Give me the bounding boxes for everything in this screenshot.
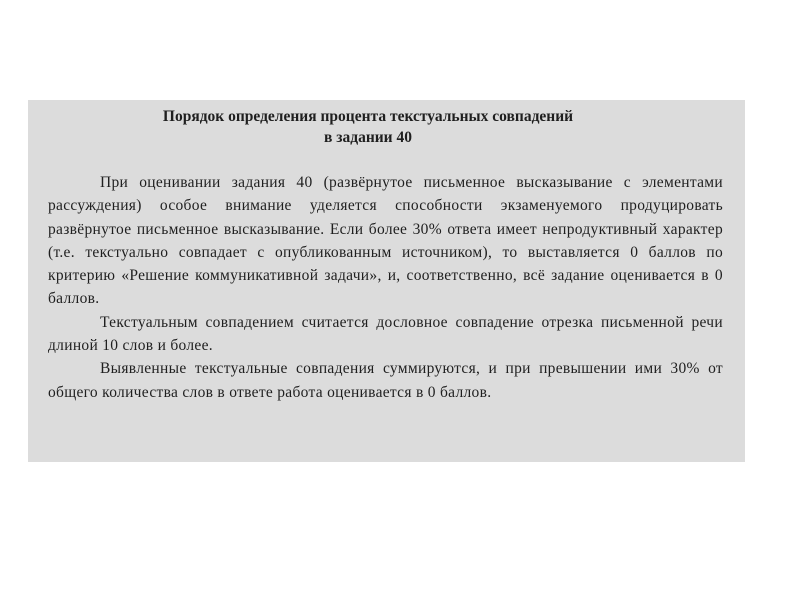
title-line-1: Порядок определения процента текстуальных совпадений xyxy=(162,108,574,125)
document-title xyxy=(48,106,723,148)
paragraph-summation-rule: Выявленные текстуальные совпадения суммируются, и при превышении ими 30% от общего количества слов в ответе работа оценивается в 0 баллов. xyxy=(48,360,723,401)
document-body xyxy=(48,171,723,404)
paragraph-match-definition: Текстуальным совпадением считается дословное совпадение отрезка письменной речи длиной 10 слов и более. xyxy=(48,313,723,355)
title-line-2: в задании 40 xyxy=(324,129,412,146)
paragraph-grading-rules: При оценивании задания 40 (развёрнутое письменное высказывание с элементами рассуждения) особое внимание уделяется способности экзаменуемого продуцировать развёрнутое письменное высказывание. Если более 30% ответа имеет непродуктивный характер (т.е. текстуально совпадает с опубликованным источником), то выставляется 0 баллов по критерию «Решение коммуникативной задачи», и, соответственно, всё задание оценивается в 0 баллов. xyxy=(48,174,723,308)
text-panel xyxy=(28,100,745,462)
